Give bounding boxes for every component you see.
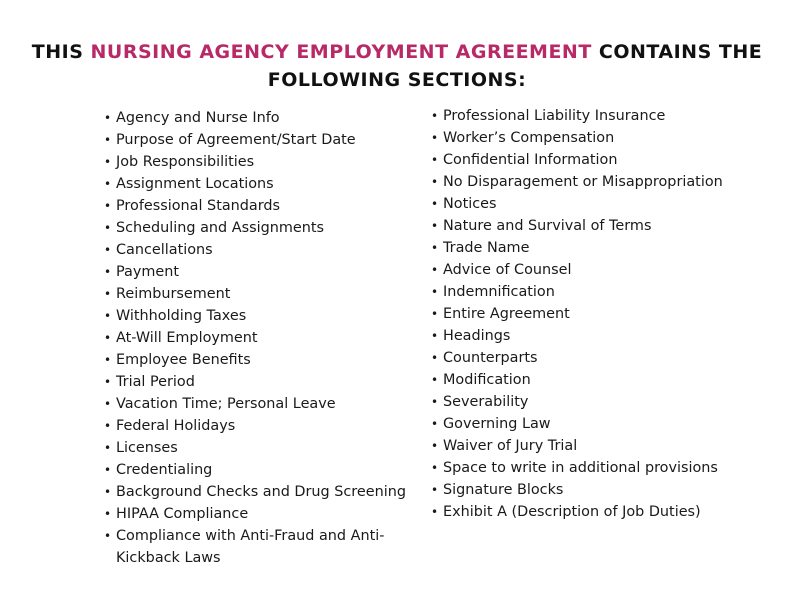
list-item: • Governing Law [431, 413, 771, 435]
heading-highlight: NURSING AGENCY EMPLOYMENT AGREEMENT [90, 41, 592, 63]
list-item: • Compliance with Anti-Fraud and Anti-Kickback Laws [104, 525, 406, 569]
list-item: • Worker’s Compensation [431, 127, 771, 149]
list-item: • Payment [104, 261, 424, 283]
list-item: • Indemnification [431, 281, 771, 303]
list-item: • Nature and Survival of Terms [431, 215, 771, 237]
list-item: • Confidential Information [431, 149, 771, 171]
list-item: • Vacation Time; Personal Leave [104, 393, 424, 415]
heading-line-2: FOLLOWING SECTIONS: [267, 69, 527, 91]
sections-list-right [431, 105, 771, 523]
list-item: • Credentialing [104, 459, 424, 481]
list-item: • Advice of Counsel [431, 259, 771, 281]
list-item: • Purpose of Agreement/Start Date [104, 129, 424, 151]
list-item: • Waiver of Jury Trial [431, 435, 771, 457]
list-item: • Modification [431, 369, 771, 391]
list-item: • Withholding Taxes [104, 305, 424, 327]
sections-list-left [104, 107, 424, 569]
list-item: • Assignment Locations [104, 173, 424, 195]
list-item: • At-Will Employment [104, 327, 424, 349]
list-item: • Trade Name [431, 237, 771, 259]
list-item: • Entire Agreement [431, 303, 771, 325]
list-item: • Headings [431, 325, 771, 347]
list-item: • Counterparts [431, 347, 771, 369]
list-item: • Background Checks and Drug Screening [104, 481, 424, 503]
heading-prefix: THIS [31, 41, 91, 63]
list-item: • Cancellations [104, 239, 424, 261]
list-item: • Licenses [104, 437, 424, 459]
list-item: • No Disparagement or Misappropriation [431, 171, 771, 193]
list-item: • Space to write in additional provisions [431, 457, 771, 479]
list-item: • Notices [431, 193, 771, 215]
list-item: • Professional Standards [104, 195, 424, 217]
list-item: • Job Responsibilities [104, 151, 424, 173]
list-item: • Scheduling and Assignments [104, 217, 424, 239]
list-item: • Exhibit A (Description of Job Duties) [431, 501, 771, 523]
list-item: • Signature Blocks [431, 479, 771, 501]
list-item: • Agency and Nurse Info [104, 107, 424, 129]
list-item: • Trial Period [104, 371, 424, 393]
list-item: • Severability [431, 391, 771, 413]
list-item: • HIPAA Compliance [104, 503, 424, 525]
heading-suffix: CONTAINS THE [591, 41, 763, 63]
list-item: • Employee Benefits [104, 349, 424, 371]
list-item: • Reimbursement [104, 283, 424, 305]
heading-line-1 [0, 38, 794, 66]
list-item: • Federal Holidays [104, 415, 424, 437]
list-item: • Professional Liability Insurance [431, 105, 771, 127]
